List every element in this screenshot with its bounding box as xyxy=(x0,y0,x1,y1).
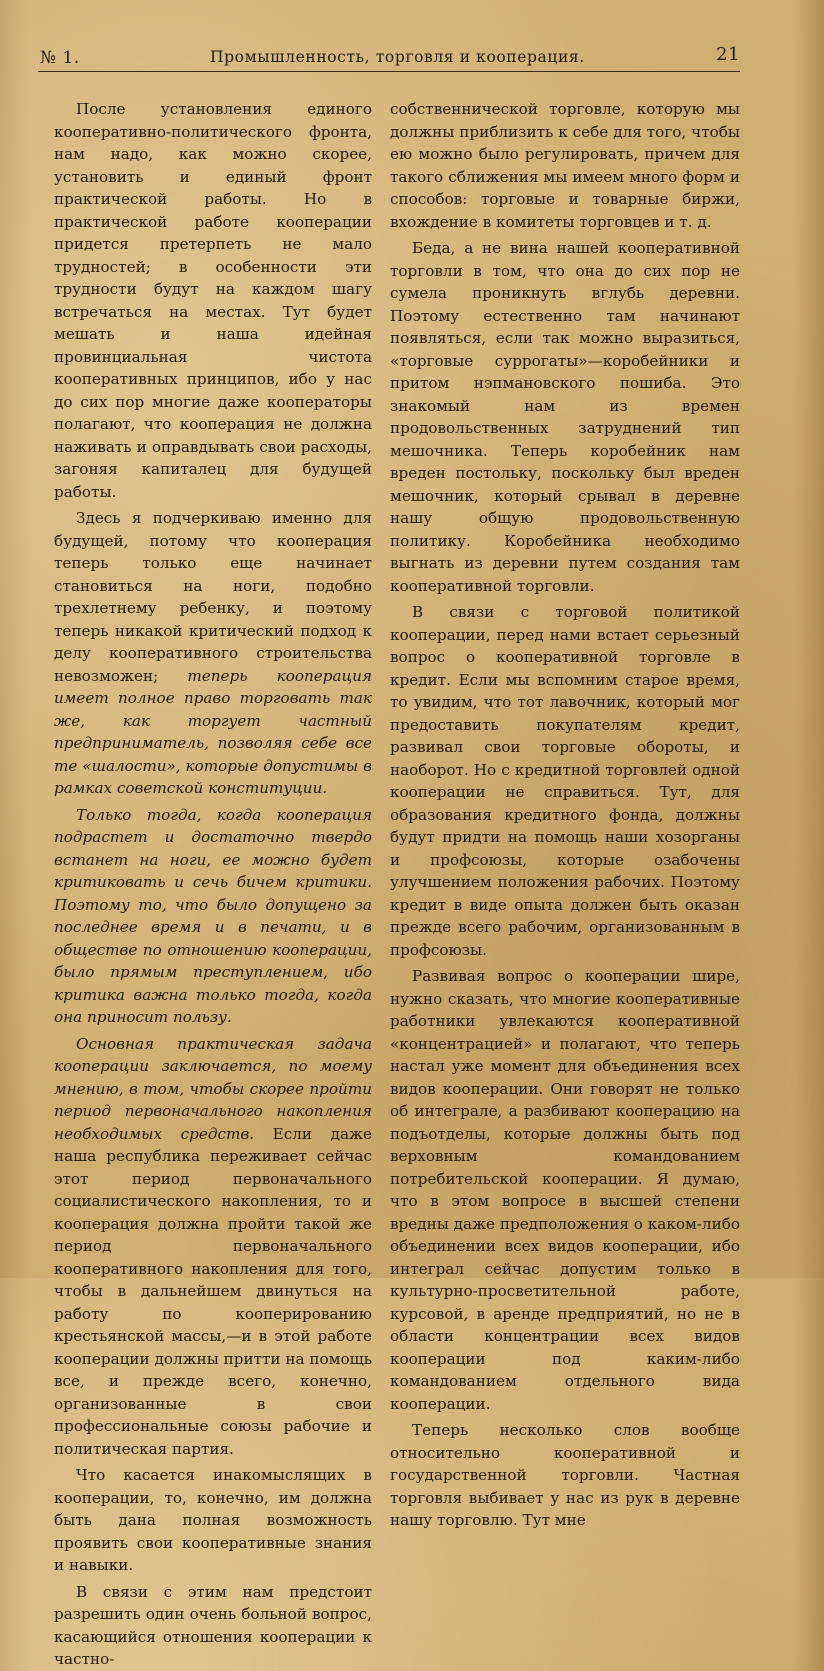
header-rule xyxy=(38,71,740,72)
paragraph-italic-text: теперь кооперация имеет полное право торговать так же, как торгует частный предприниматель, позволяя себе все те «шалости», которые допустимы в рамках советской конституции. xyxy=(54,666,372,797)
paragraph: В связи с торговой политикой кооперации, перед нами встает серьезный вопрос о кооперативной торговле в кредит. Если мы вспомним старое время, то увидим, что тот лавочник, который мог предоставить покупателям кредит, развивал свои торговые обороты, и наоборот. Но с кредитной торговлей одной кооперации не справиться. Тут, для образования кредитного фонда, должны будут придти на помощь наши хозорганы и профсоюзы, которые озабочены улучшением положения рабочих. Поэтому кредит в виде опыта должен быть оказан прежде всего рабочим, организованным в профсоюзы. xyxy=(390,603,740,959)
paragraph: В связи с этим нам предстоит разрешить один очень больной вопрос, касающийся отношения кооперации к частно- xyxy=(54,1582,372,1668)
issue-number: № 1. xyxy=(40,48,80,68)
paragraph-italic-text: Основная практическая задача кооперации заключается, по моему мнению, в том, чтобы скорее пройти период первоначального накопления необходимых средств. xyxy=(54,1034,372,1143)
paragraph: Что касается инакомыслящих в кооперации, то, конечно, им должна быть дана полная возможность проявить свои кооперативные знания и навыки. xyxy=(54,1466,372,1574)
paragraph xyxy=(54,1033,372,1461)
paragraph-text: Здесь я подчеркиваю именно для будущей, потому что кооперация теперь только еще начинает становиться на ноги, подобно трехлетнему ребенку, и поэтому теперь никакой критический подход к делу кооперативного строительства невозможен; xyxy=(54,509,372,685)
paragraph: Беда, а не вина нашей кооперативной торговли в том, что она до сих пор не сумела проникнуть вглубь деревни. Поэтому естественно там начинают появляться, если так можно выразиться, «торговые суррогаты»—коробейники и притом нэпмановского пошиба. Это знакомый нам из времен продовольственных затруднений тип мешочника. Теперь коробейник нам вреден постольку, поскольку был вреден мешочник, который срывал в деревне нашу общую продовольственную политику. Коробейника необходимо выгнать из деревни путем создания там кооперативной торговли. xyxy=(390,239,740,595)
paragraph: собственнической торговле, которую мы должны приблизить к себе для того, чтобы ею можно было регулировать, причем для такого сближения мы имеем много форм и способов: торговые и товарные биржи, вхождение в комитеты торговцев и т. д. xyxy=(390,100,740,231)
page-number: 21 xyxy=(716,44,740,65)
left-column xyxy=(54,98,372,1671)
paragraph: После установления единого кооперативно-политического фронта, нам надо, как можно скорее, установить и единый фронт практической работы. Но в практической работе кооперации придется претерпеть не мало трудностей; в особенности эти трудности будут на каждом шагу встречаться на местах. Тут будет мешать и наша идейная провинциальная чистота кооперативных принципов, ибо у нас до сих пор многие даже кооператоры полагают, что кооперация не должна наживать и оправдывать свои расходы, загоняя капиталец для будущей работы. xyxy=(54,100,372,501)
paragraph: Развивая вопрос о кооперации шире, нужно сказать, что многие кооперативные работники увлекаются кооперативной «концентрацией» и полагают, что теперь настал уже момент для объединения всех видов кооперации. Они говорят не только об интеграле, а разбивают кооперацию на подъотделы, которые должны быть под верховным командованием потребительской кооперации. Я думаю, что в этом вопросе в высшей степени вредны даже предположения о каком-либо объединении всех видов кооперации, ибо интеграл сейчас допустим только в культурно-просветительной работе, курсовой, в аренде предприятий, но не в области концентрации всех видов кооперации под каким-либо командованием отдельного вида кооперации. xyxy=(390,967,740,1413)
running-title: Промышленность, торговля и кооперация. xyxy=(210,48,585,66)
paragraph: Только тогда, когда кооперация подрастет и достаточно твердо встанет на ноги, ее можно будет критиковать и сечь бичем критики. Поэтому то, что было допущено за последнее время и в печати, и в обществе по отношению кооперации, было прямым преступлением, ибо критика важна только тогда, когда она приносит пользу. xyxy=(54,805,372,1026)
page-header xyxy=(40,44,740,70)
paragraph xyxy=(54,507,372,800)
right-column xyxy=(390,98,740,1532)
paragraph: Теперь несколько слов вообще относительно кооперативной и государственной торговли. Частная торговля выбивает у нас из рук в деревне нашу торговлю. Тут мне xyxy=(390,1421,740,1529)
paragraph-text: Если даже наша республика переживает сейчас этот период первоначального социалистического накопления, то и кооперация должна пройти такой же период первоначального кооперативного накопления для того, чтобы в дальнейшем двинуться на работу по кооперированию крестьянской массы,—и в этой работе кооперации должны притти на помощь все, и прежде всего, конечно, организованные в свои профессиональные союзы рабочие и политическая партия. xyxy=(54,1124,372,1458)
